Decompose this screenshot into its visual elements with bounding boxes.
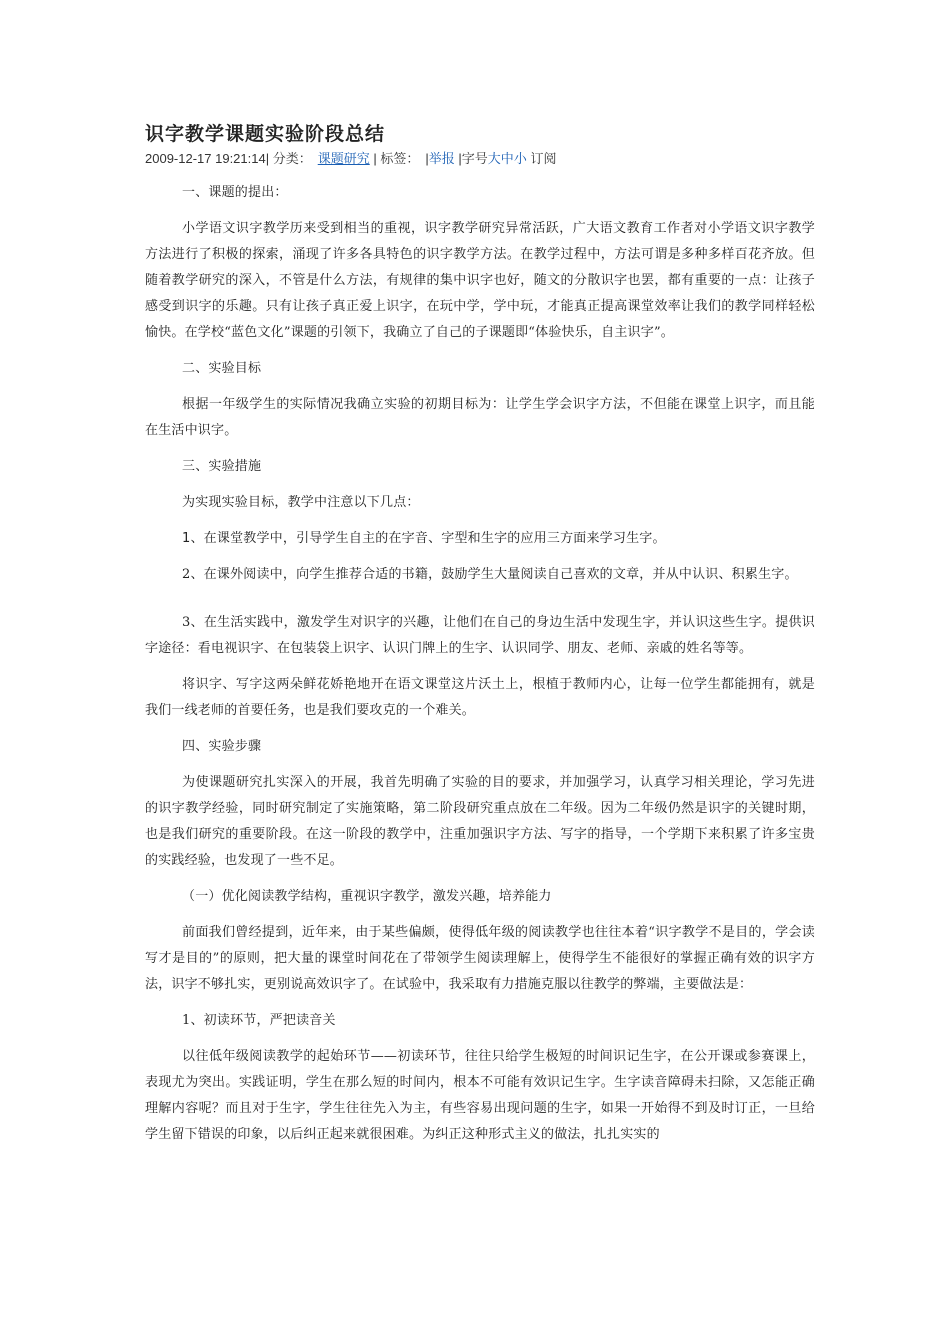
subsection-heading: 1、初读环节，严把读音关 [182, 1013, 336, 1028]
meta-separator: | 分类： [265, 151, 312, 166]
section-heading: 三、实验措施 [182, 459, 262, 474]
font-size-large-link[interactable]: 大 [487, 151, 501, 166]
report-link[interactable]: 举报 [428, 151, 455, 166]
subscribe-link[interactable]: 订阅 [530, 151, 557, 166]
section-heading: 一、课题的提出： [182, 185, 288, 200]
category-link[interactable]: 课题研究 [317, 151, 370, 166]
font-size-medium-link[interactable]: 中 [500, 151, 514, 166]
font-size-label: |字号 [458, 151, 488, 166]
body-paragraph: 根据一年级学生的实际情况我确立实验的初期目标为：让学生学会识字方法，不但能在课堂上识字，而且能在生活中识字。 [145, 397, 815, 438]
body-paragraph: 将识字、写字这两朵鲜花娇艳地开在语文课堂这片沃土上，根植于教师内心，让每一位学生都能拥有，就是我们一线老师的首要任务，也是我们要攻克的一个难关。 [145, 677, 815, 718]
article-title: 识字教学课题实验阶段总结 [145, 123, 386, 145]
list-item: 2、在课外阅读中，向学生推荐合适的书籍，鼓励学生大量阅读自己喜欢的文章，并从中认识、积累生字。 [182, 567, 798, 582]
subsection-heading: （一）优化阅读教学结构，重视识字教学，激发兴趣，培养能力 [182, 889, 552, 904]
body-paragraph: 以往低年级阅读教学的起始环节——初读环节，往往只给学生极短的时间识记生字，在公开课或参赛课上，表现尤为突出。实践证明，学生在那么短的时间内，根本不可能有效识记生字。生字读音障碍未扫除，又怎能正确理解内容呢？而且对于生字，学生往往先入为主，有些容易出现问题的生字，如果一开始得不到及时订正，一旦给学生留下错误的印象，以后纠正起来就很困难。为纠正这种形式主义的做法，扎扎实实的 [145, 1049, 815, 1142]
list-item: 1、在课堂教学中，引导学生自主的在字音、字型和生字的应用三方面来学习生字。 [182, 531, 666, 546]
body-paragraph: 为实现实验目标，教学中注意以下几点： [182, 495, 420, 510]
article [145, 120, 815, 1158]
post-date: 2009-12-17 19:21:14 [145, 151, 266, 166]
list-item: 3、在生活实践中，激发学生对识字的兴趣，让他们在自己的身边生活中发现生字，并认识这些生字。提供识字途径：看电视识字、在包装袋上识字、认识门牌上的生字、认识同学、朋友、老师、亲戚的姓名等等。 [145, 615, 815, 656]
section-heading: 四、实验步骤 [182, 739, 262, 754]
body-paragraph: 前面我们曾经提到，近年来，由于某些偏颇，使得低年级的阅读教学也往往本着“识字教学不是目的，学会读写才是目的”的原则，把大量的课堂时间花在了带领学生阅读理解上，使得学生不能很好的掌握正确有效的识字方法，识字不够扎实，更别说高效识字了。在试验中，我采取有力措施克服以往教学的弊端，主要做法是： [145, 925, 815, 992]
meta-separator: | 标签： [373, 151, 420, 166]
meta-separator: | [425, 151, 429, 166]
article-body [145, 180, 815, 1148]
font-size-small-link[interactable]: 小 [513, 151, 527, 166]
article-meta [145, 150, 815, 168]
body-paragraph: 为使课题研究扎实深入的开展，我首先明确了实验的目的要求，并加强学习，认真学习相关理论，学习先进的识字教学经验，同时研究制定了实施策略，第二阶段研究重点放在二年级。因为二年级仍然是识字的关键时期，也是我们研究的重要阶段。在这一阶段的教学中，注重加强识字方法、写字的指导，一个学期下来积累了许多宝贵的实践经验，也发现了一些不足。 [145, 775, 815, 868]
body-paragraph: 小学语文识字教学历来受到相当的重视，识字教学研究异常活跃，广大语文教育工作者对小学语文识字教学方法进行了积极的探索，涌现了许多各具特色的识字教学方法。在教学过程中，方法可谓是多种多样百花齐放。但随着教学研究的深入，不管是什么方法，有规律的集中识字也好，随文的分散识字也罢，都有重要的一点：让孩子感受到识字的乐趣。只有让孩子真正爱上识字，在玩中学，学中玩，才能真正提高课堂效率让我们的教学同样轻松愉快。在学校“蓝色文化”课题的引领下，我确立了自己的子课题即“体验快乐，自主识字”。 [145, 221, 815, 340]
section-heading: 二、实验目标 [182, 361, 262, 376]
